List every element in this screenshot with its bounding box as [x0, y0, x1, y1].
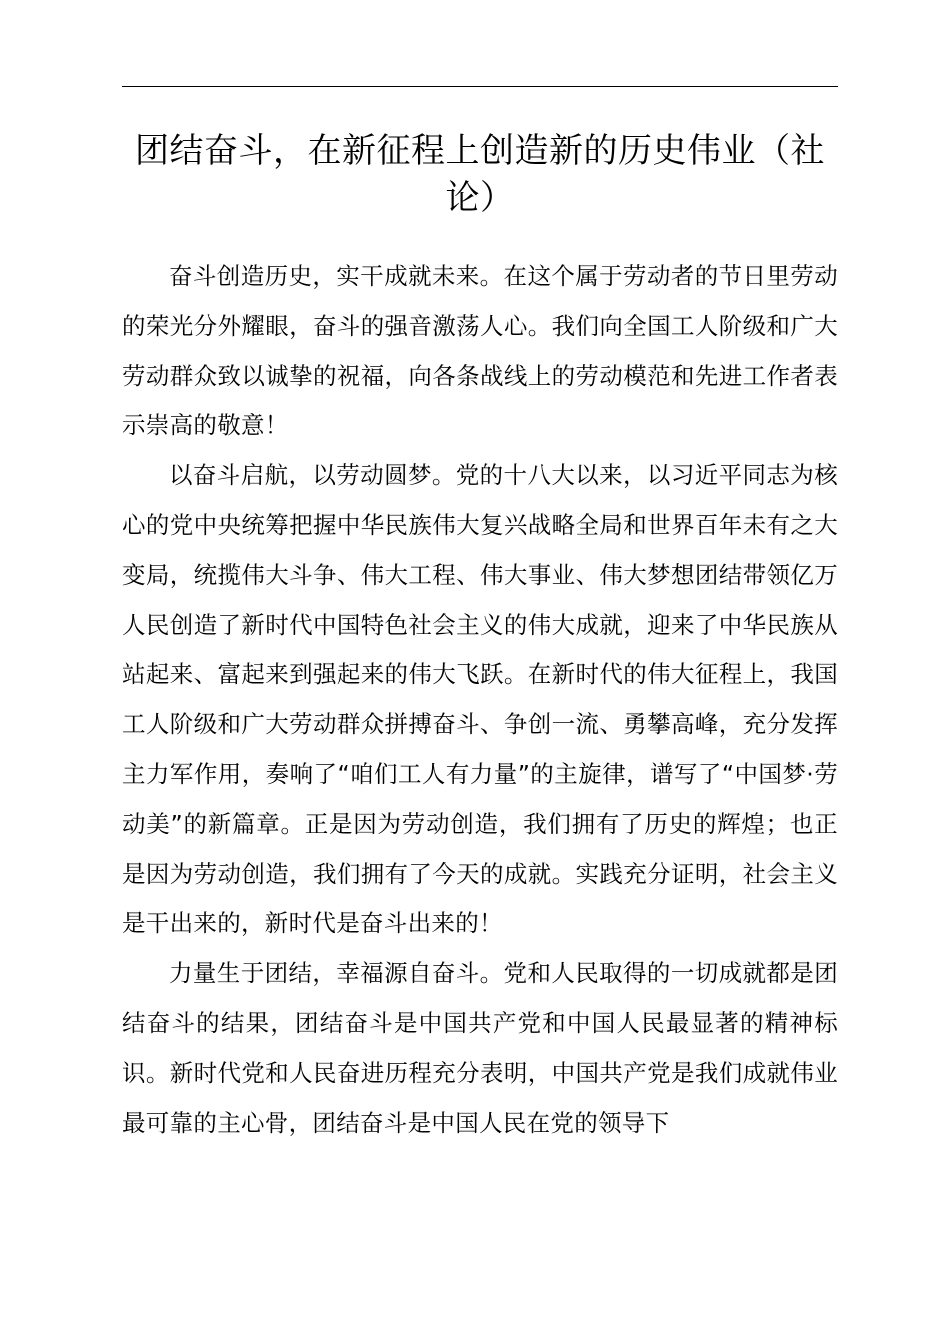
header-rule: [122, 86, 838, 87]
article-title: 团结奋斗，在新征程上创造新的历史伟业（社论）: [135, 131, 825, 218]
paragraph-3: 力量生于团结，幸福源自奋斗。党和人民取得的一切成就都是团结奋斗的结果，团结奋斗是中国共产党和中国人民最显著的精神标识。新时代党和人民奋进历程充分表明，中国共产党是我们成就伟业最可靠的主心骨，团结奋斗是中国人民在党的领导下: [122, 959, 838, 1137]
paragraph-2: 以奋斗启航，以劳动圆梦。党的十八大以来，以习近平同志为核心的党中央统筹把握中华民族伟大复兴战略全局和世界百年未有之大变局，统揽伟大斗争、伟大工程、伟大事业、伟大梦想团结带领亿万人民创造了新时代中国特色社会主义的伟大成就，迎来了中华民族从站起来、富起来到强起来的伟大飞跃。在新时代的伟大征程上，我国工人阶级和广大劳动群众拼搏奋斗、争创一流、勇攀高峰，充分发挥主力军作用，奏响了“咱们工人有力量”的主旋律，谱写了“中国梦·劳动美”的新篇章。正是因为劳动创造，我们拥有了历史的辉煌；也正是因为劳动创造，我们拥有了今天的成就。实践充分证明，社会主义是干出来的，新时代是奋斗出来的！: [122, 461, 838, 938]
paragraph-1: 奋斗创造历史，实干成就未来。在这个属于劳动者的节日里劳动的荣光分外耀眼，奋斗的强音激荡人心。我们向全国工人阶级和广大劳动群众致以诚挚的祝福，向各条战线上的劳动模范和先进工作者表示崇高的敬意！: [122, 262, 838, 440]
article-body: [122, 252, 838, 1148]
